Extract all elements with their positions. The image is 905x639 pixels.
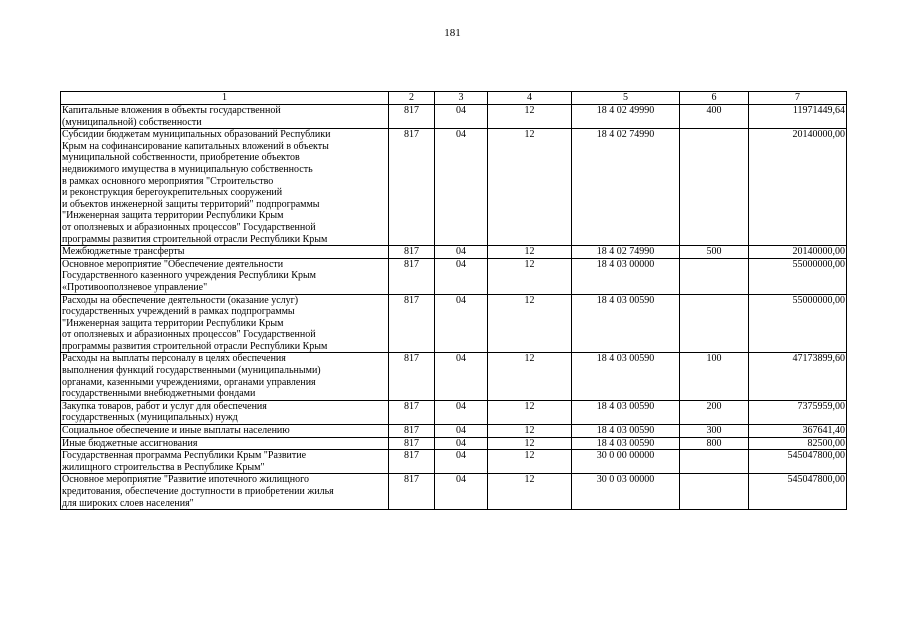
cell-col-6: 200 xyxy=(680,400,749,424)
cell-col-3: 04 xyxy=(435,129,488,246)
cell-col-5: 18 4 02 49990 xyxy=(572,105,680,129)
cell-col-7: 47173899,60 xyxy=(749,353,847,400)
cell-col-3: 04 xyxy=(435,258,488,294)
cell-col-2: 817 xyxy=(389,246,435,259)
cell-col-6: 400 xyxy=(680,105,749,129)
cell-col-2: 817 xyxy=(389,437,435,450)
cell-name: Иные бюджетные ассигнования xyxy=(61,437,389,450)
cell-col-5: 30 0 00 00000 xyxy=(572,450,680,474)
cell-col-6 xyxy=(680,258,749,294)
cell-name: Социальное обеспечение и иные выплаты населению xyxy=(61,425,389,438)
cell-col-6: 800 xyxy=(680,437,749,450)
cell-col-5: 18 4 03 00590 xyxy=(572,437,680,450)
cell-col-3: 04 xyxy=(435,294,488,353)
cell-col-2: 817 xyxy=(389,425,435,438)
cell-col-4: 12 xyxy=(488,425,572,438)
cell-col-2: 817 xyxy=(389,129,435,246)
cell-name: Расходы на обеспечение деятельности (оказание услуг) государственных учреждений в рамках подпрограммы "Инженерная защита территории Республики Крым от оползневых и абразионных процессов" Государственной программы развития строительной отрасли Республики Крым xyxy=(61,294,389,353)
cell-col-2: 817 xyxy=(389,474,435,510)
cell-col-3: 04 xyxy=(435,400,488,424)
cell-name: Межбюджетные трансферты xyxy=(61,246,389,259)
table-row xyxy=(61,450,847,474)
cell-col-5: 30 0 03 00000 xyxy=(572,474,680,510)
cell-name: Основное мероприятие "Развитие ипотечного жилищного кредитования, обеспечение доступности в приобретении жилья для широких слоев населения" xyxy=(61,474,389,510)
cell-name: Капитальные вложения в объекты государственной (муниципальной) собственности xyxy=(61,105,389,129)
cell-col-5: 18 4 03 00590 xyxy=(572,294,680,353)
cell-col-2: 817 xyxy=(389,258,435,294)
table-body xyxy=(61,105,847,510)
header-col-7: 7 xyxy=(749,92,847,105)
cell-name: Основное мероприятие "Обеспечение деятельности Государственного казенного учреждения Республики Крым «Противооползневое управление" xyxy=(61,258,389,294)
cell-col-7: 82500,00 xyxy=(749,437,847,450)
cell-col-3: 04 xyxy=(435,246,488,259)
cell-col-3: 04 xyxy=(435,425,488,438)
cell-col-7: 55000000,00 xyxy=(749,258,847,294)
cell-col-4: 12 xyxy=(488,294,572,353)
cell-col-3: 04 xyxy=(435,450,488,474)
cell-col-4: 12 xyxy=(488,246,572,259)
table-row xyxy=(61,474,847,510)
cell-col-4: 12 xyxy=(488,105,572,129)
budget-table xyxy=(60,91,847,510)
header-col-6: 6 xyxy=(680,92,749,105)
header-col-2: 2 xyxy=(389,92,435,105)
cell-col-7: 7375959,00 xyxy=(749,400,847,424)
cell-col-6: 100 xyxy=(680,353,749,400)
cell-col-4: 12 xyxy=(488,400,572,424)
cell-col-6 xyxy=(680,294,749,353)
cell-name: Расходы на выплаты персоналу в целях обеспечения выполнения функций государственными (муниципальными) органами, казенными учреждениями, органами управления государственными внебюджетными фондами xyxy=(61,353,389,400)
table-row xyxy=(61,437,847,450)
header-col-3: 3 xyxy=(435,92,488,105)
cell-col-7: 55000000,00 xyxy=(749,294,847,353)
cell-col-2: 817 xyxy=(389,450,435,474)
header-col-5: 5 xyxy=(572,92,680,105)
cell-col-5: 18 4 02 74990 xyxy=(572,246,680,259)
table-row xyxy=(61,105,847,129)
cell-name: Субсидии бюджетам муниципальных образований Республики Крым на софинансирование капитальных вложений в объекты муниципальной собственности, приобретение объектов недвижимого имущества в муниципальную собственность в рамках основного мероприятия "Строительство и реконструкция берегоукрепительных сооружений и объектов инженерной защиты территорий" подпрограммы "Инженерная защита территории Республики Крым от оползневых и абразионных процессов" Государственной программы развития строительной отрасли Республики Крым xyxy=(61,129,389,246)
cell-col-5: 18 4 02 74990 xyxy=(572,129,680,246)
table-row xyxy=(61,246,847,259)
cell-col-5: 18 4 03 00590 xyxy=(572,400,680,424)
cell-col-4: 12 xyxy=(488,129,572,246)
cell-col-7: 545047800,00 xyxy=(749,474,847,510)
cell-col-6: 500 xyxy=(680,246,749,259)
cell-col-2: 817 xyxy=(389,105,435,129)
cell-col-3: 04 xyxy=(435,437,488,450)
cell-col-5: 18 4 03 00590 xyxy=(572,353,680,400)
table-row xyxy=(61,258,847,294)
cell-col-7: 545047800,00 xyxy=(749,450,847,474)
cell-col-6 xyxy=(680,474,749,510)
cell-col-7: 11971449,64 xyxy=(749,105,847,129)
cell-col-6: 300 xyxy=(680,425,749,438)
table-row xyxy=(61,425,847,438)
table-row xyxy=(61,294,847,353)
cell-col-6 xyxy=(680,129,749,246)
cell-col-7: 20140000,00 xyxy=(749,129,847,246)
table-row xyxy=(61,400,847,424)
cell-col-5: 18 4 03 00000 xyxy=(572,258,680,294)
cell-name: Государственная программа Республики Крым "Развитие жилищного строительства в Республике Крым" xyxy=(61,450,389,474)
cell-col-7: 20140000,00 xyxy=(749,246,847,259)
header-row xyxy=(61,92,847,105)
cell-col-4: 12 xyxy=(488,437,572,450)
header-col-1: 1 xyxy=(61,92,389,105)
cell-col-2: 817 xyxy=(389,294,435,353)
cell-col-4: 12 xyxy=(488,474,572,510)
cell-col-2: 817 xyxy=(389,353,435,400)
table-row xyxy=(61,129,847,246)
cell-name: Закупка товаров, работ и услуг для обеспечения государственных (муниципальных) нужд xyxy=(61,400,389,424)
page-number: 181 xyxy=(444,27,461,39)
cell-col-4: 12 xyxy=(488,353,572,400)
cell-col-7: 367641,40 xyxy=(749,425,847,438)
cell-col-4: 12 xyxy=(488,258,572,294)
cell-col-5: 18 4 03 00590 xyxy=(572,425,680,438)
cell-col-4: 12 xyxy=(488,450,572,474)
cell-col-6 xyxy=(680,450,749,474)
header-col-4: 4 xyxy=(488,92,572,105)
cell-col-2: 817 xyxy=(389,400,435,424)
cell-col-3: 04 xyxy=(435,474,488,510)
cell-col-3: 04 xyxy=(435,105,488,129)
table-row xyxy=(61,353,847,400)
cell-col-3: 04 xyxy=(435,353,488,400)
